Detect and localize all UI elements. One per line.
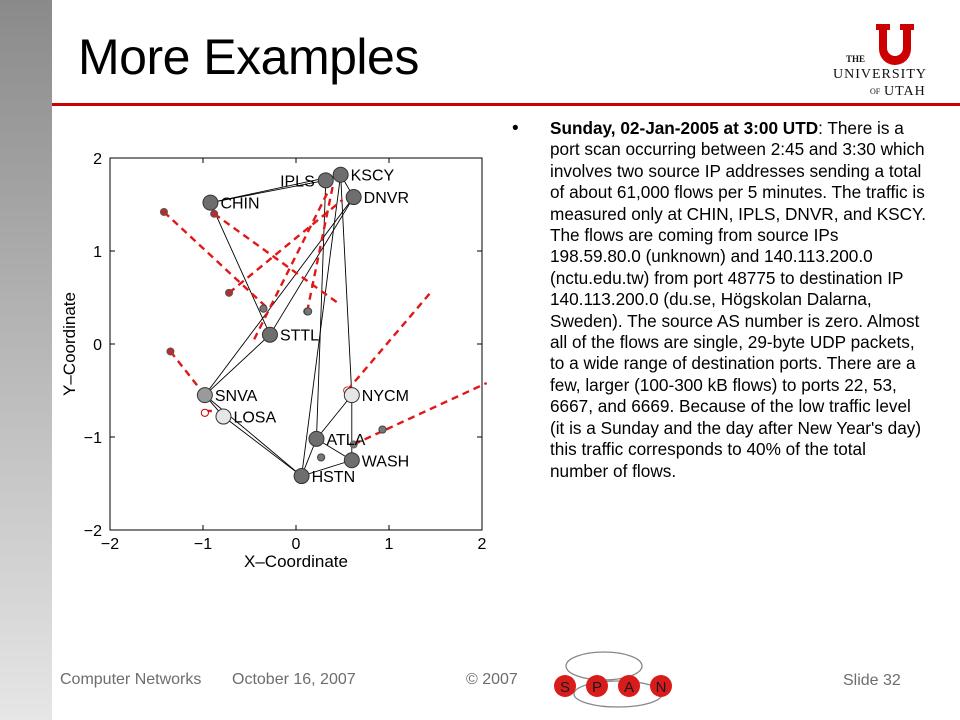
node-ipls — [318, 173, 333, 188]
y-tick-label-1: −1 — [83, 430, 102, 447]
network-topology-plot — [58, 135, 510, 580]
extra-point-0 — [201, 409, 208, 416]
span-letter-p: P — [591, 679, 603, 696]
node-snva — [197, 388, 212, 403]
span-letter-s: S — [559, 679, 571, 696]
node-label-ipls: IPLS — [280, 173, 315, 191]
span-letters — [554, 675, 672, 697]
title-underline — [52, 103, 960, 106]
node-label-snva: SNVA — [214, 388, 258, 406]
node-losa — [216, 409, 231, 424]
x-tick-label-1: −1 — [193, 536, 213, 553]
bullet-lead: Sunday, 02-Jan-2005 at 3:00 UTD — [550, 118, 819, 138]
node-label-nycm: NYCM — [361, 388, 409, 406]
footer-date: October 16, 2007 — [232, 671, 356, 688]
x-tick-label-4: 2 — [477, 536, 487, 553]
y-axis-label: Y–Coordinate — [60, 292, 79, 396]
university-of-utah-logo — [832, 22, 950, 100]
node-label-sttl: STTL — [279, 327, 320, 345]
flow-start-marker-0 — [160, 208, 167, 215]
node-label-atla: ATLA — [326, 431, 366, 449]
node-label-wash: WASH — [361, 453, 410, 471]
bullet-body: : There is a port scan occurring between 2:45 and 3:30 which involves two source IP addresses sending a total of about 61,000 flows per 5 minutes. The traffic is measured only at CHIN, IPLS, DNVR, and KSCY. The flows are coming from source IPs 198.59.80.0 (unknown) and 140.113.200.0 (nctu.edu.tw) from port 48775 to destination IP 140.113.200.0 (du.se, Högskolan Dalarna, Sweden). The source AS number is zero. Almost all of the flows are single, 29-byte UDP packets, to a wide range of destination ports. There are a few, larger (100-300 kB flows) to ports 22, 53, 6667, and 6669. Because of the low traffic level (it is a Sunday and the day after New Year's day) this traffic corresponds to 40% of the total number of flows. — [550, 118, 927, 481]
slide-title: More Examples — [78, 29, 419, 85]
node-nycm — [344, 388, 359, 403]
span-logo — [540, 640, 680, 712]
left-gradient-bar — [0, 0, 52, 720]
footer-slide-number: Slide 32 — [843, 672, 901, 689]
bullet-item — [550, 118, 927, 482]
footer-course: Computer Networks — [60, 671, 202, 688]
logo-the: THE — [846, 54, 866, 64]
node-hstn — [294, 469, 309, 484]
y-tick-label-0: −2 — [83, 523, 102, 540]
y-tick-label-3: 1 — [93, 244, 102, 261]
logo-utah: UTAH — [884, 84, 926, 99]
extra-point-1 — [260, 305, 267, 312]
span-letter-n: N — [655, 679, 667, 696]
node-sttl — [262, 327, 277, 342]
extra-point-4 — [318, 454, 325, 461]
node-label-hstn: HSTN — [311, 469, 356, 487]
logo-university: UNIVERSITY — [833, 67, 927, 82]
y-tick-label-4: 2 — [93, 151, 102, 168]
node-label-kscy: KSCY — [350, 167, 395, 185]
flow-start-marker-3 — [211, 210, 218, 217]
y-tick-label-2: 0 — [93, 337, 102, 354]
node-label-losa: LOSA — [233, 409, 277, 427]
extra-point-2 — [304, 308, 311, 315]
node-label-chin: CHIN — [220, 195, 260, 213]
flow-start-marker-5 — [167, 348, 174, 355]
x-axis-label: X–Coordinate — [244, 552, 348, 571]
footer-copyright: © 2007 — [466, 671, 518, 688]
x-tick-label-3: 1 — [384, 536, 394, 553]
node-label-dnvr: DNVR — [363, 190, 410, 208]
bullet-marker: • — [512, 118, 519, 139]
span-letter-a: A — [623, 679, 635, 696]
node-dnvr — [346, 190, 361, 205]
logo-of: OF — [870, 87, 881, 96]
flow-start-marker-1 — [225, 289, 232, 296]
node-chin — [203, 195, 218, 210]
node-kscy — [333, 167, 348, 182]
utah-u-mark — [876, 24, 914, 65]
x-tick-label-2: 0 — [291, 536, 301, 553]
bullet-list — [512, 118, 927, 482]
extra-point-3 — [379, 426, 386, 433]
x-tick-label-0: −2 — [100, 536, 120, 553]
node-atla — [309, 431, 324, 446]
node-wash — [344, 453, 359, 468]
